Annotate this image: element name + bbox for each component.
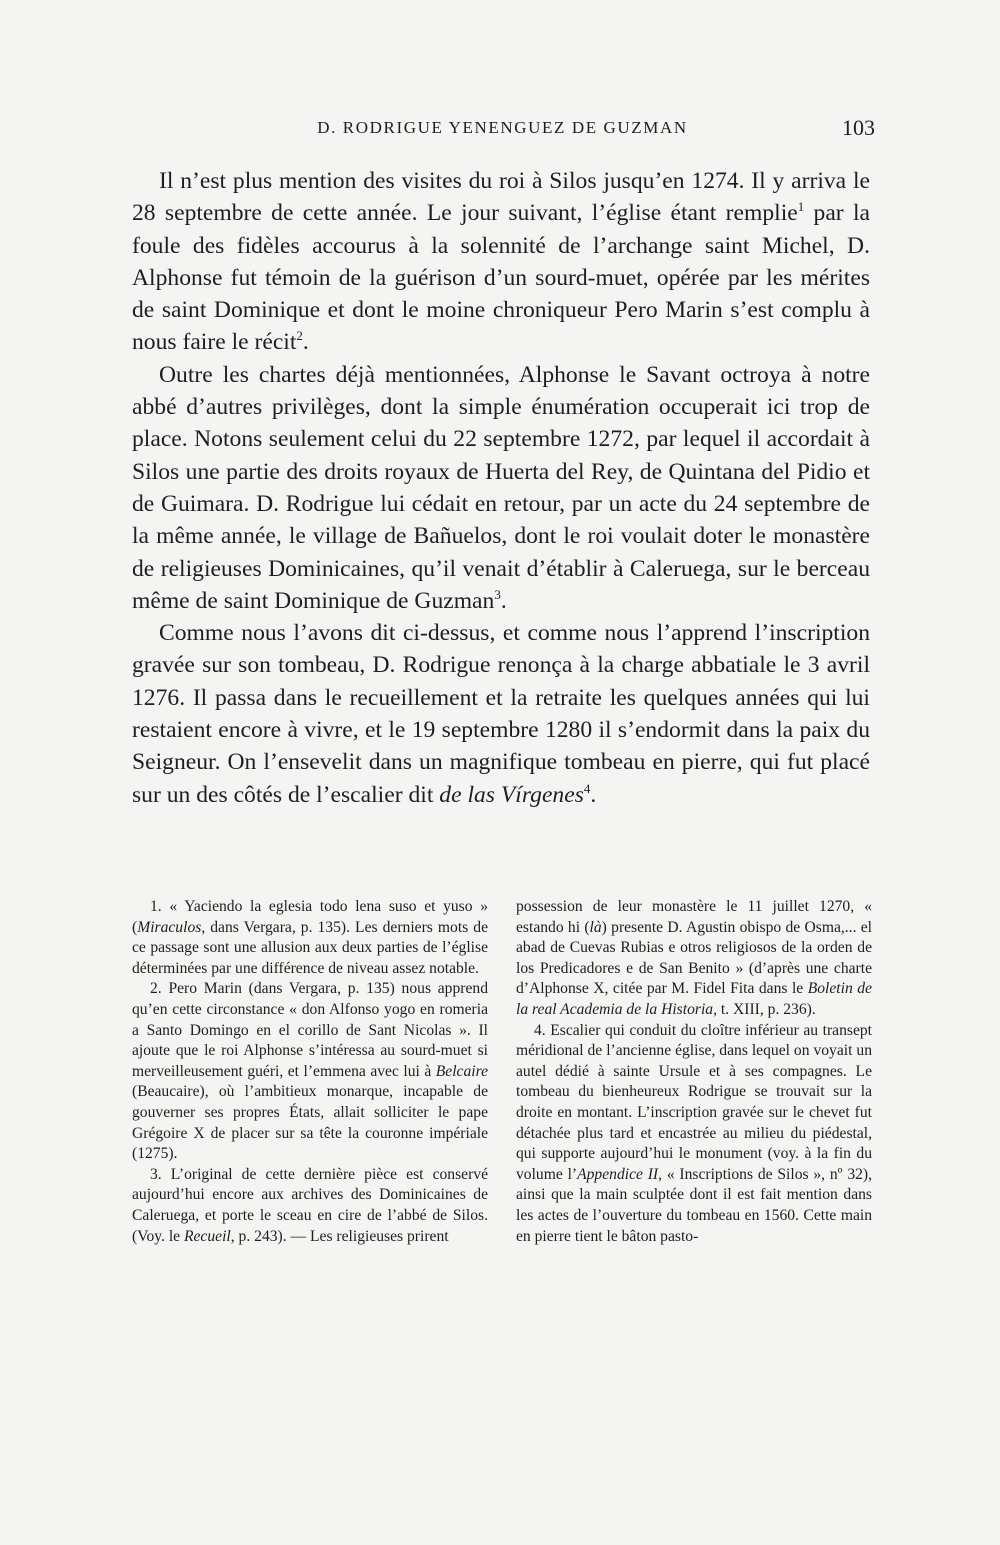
text-run: , p. 243). — Les religieuses prirent bbox=[230, 1227, 449, 1245]
footnote-ref-3: 3 bbox=[494, 586, 501, 602]
footnote-4 bbox=[516, 1021, 872, 1248]
footnote-ref-1: 1 bbox=[797, 199, 805, 215]
text-run: Il n’est plus mention des visites du roi à Silos jusqu’en 1274. Il y arriva le 28 septembre de cette année. Le jour suivant, l’église étant remplie bbox=[132, 168, 870, 227]
paragraph-2 bbox=[132, 359, 870, 617]
text-run: , t. XIII, p. 236). bbox=[713, 1000, 816, 1018]
italic-text: Miraculos bbox=[137, 918, 202, 936]
text-run: , dans Vergara, p. 135). Les derniers mots de ce passage sont une allusion aux deux parties de l’église déterminées par une différence de niveau assez notable. bbox=[132, 918, 488, 977]
italic-text: là bbox=[589, 918, 602, 936]
footnote-3 bbox=[132, 1165, 488, 1247]
footnote-ref-4: 4 bbox=[583, 780, 591, 796]
footnotes-right-column bbox=[516, 897, 872, 1247]
text-run: par la foule des fidèles accourus à la solennité de l’archange saint Michel, D. Alphonse fut témoin de la guérison d’un sourd-muet, opérée par les mérites de saint Dominique et dont le moine chroniqueur Pero Marin s’est complu à nous faire le récit bbox=[132, 200, 870, 356]
italic-text: Belcaire bbox=[435, 1062, 488, 1080]
footnotes-left-column bbox=[132, 897, 488, 1247]
italic-text: Boletin de la real Academia de la Historia bbox=[516, 980, 872, 1018]
text-run: possession de leur monastère le 11 juillet 1270, « estando hi ( bbox=[516, 898, 872, 936]
text-run: ) presente D. Agustin obispo de Osma,... el abad de Cuevas Rubias e otros religiosos de la orden de los Predicadores e de San Benito » (d’après une charte d’Alphonse X, citée par M. Fidel Fita dans le bbox=[516, 918, 872, 998]
text-run: Outre les chartes déjà mentionnées, Alphonse le Savant octroya à notre abbé d’autres privilèges, dont la simple énumération occuperait ici trop de place. Notons seulement celui du 22 septembre 1272, par lequel il accordait à Silos une partie des droits royaux de Huerta del Rey, de Quintana del Pidio et de Guimara. D. Rodrigue lui cédait en retour, par un acte du 24 septembre de la même année, le village de Bañuelos, dont le roi voulait doter le monastère de religieuses Dominicaines, qu’il venait d’établir à Caleruega, sur le berceau même de saint Dominique de Guzman bbox=[132, 361, 870, 614]
text-run: 3. L’original de cette dernière pièce est conservé aujourd’hui encore aux archives des Dominicaines de Caleruega, et porte le sceau en cire de l’abbé de Silos. (Voy. le bbox=[132, 1165, 488, 1245]
footnote-2 bbox=[132, 979, 488, 1164]
footnote-3-continued bbox=[516, 897, 872, 1021]
running-title: D. RODRIGUE YENENGUEZ DE GUZMAN bbox=[317, 118, 688, 137]
footnotes bbox=[132, 897, 872, 1247]
text-run: 1. « Yaciendo la eglesia todo lena suso et yuso » ( bbox=[132, 898, 488, 936]
main-text bbox=[132, 165, 870, 811]
italic-text: de las Vírgenes bbox=[439, 781, 584, 808]
text-run: 2. Pero Marin (dans Vergara, p. 135) nous apprend qu’en cette circonstance « don Alfonso yogo en romeria a Santo Domingo en el corillo de Sant Nicolas ». Il ajoute que le roi Alphonse s’intéressa au sourd-muet si merveilleusement guéri, et l’emmena avec lui à bbox=[132, 980, 488, 1080]
paragraph-1 bbox=[132, 165, 870, 359]
text-run: . bbox=[590, 781, 597, 808]
text-run: . bbox=[302, 329, 309, 356]
text-run: (Beaucaire), où l’ambitieux monarque, incapable de gouverner ses propres États, allait solliciter le pape Grégoire X de placer sur sa tête la couronne impériale (1275). bbox=[132, 1083, 488, 1163]
text-run: 4. Escalier qui conduit du cloître inférieur au transept méridional de l’ancienne église, dans lequel on voyait un autel dédié à sainte Ursule et à ses compagnes. Le tombeau du bienheureux Rodrigue se trouvait sur la droite en montant. L’inscription gravée sur le chevet fut détachée plus tard et encastrée au milieu du piédestal, qui supporte aujourd’hui le monument (voy. à la fin du volume l’ bbox=[516, 1021, 872, 1183]
footnote-ref-2: 2 bbox=[296, 328, 303, 344]
page-number: 103 bbox=[842, 115, 875, 140]
paragraph-3 bbox=[132, 617, 870, 811]
text-run: , « Inscriptions de Silos », nº 32), ainsi que la main sculptée dont il est fait mention dans les actes de l’ouverture du tombeau en 1560. Cette main en pierre tient le bâton pasto- bbox=[516, 1165, 872, 1245]
italic-text: Recueil bbox=[183, 1227, 231, 1245]
page-header bbox=[130, 115, 875, 148]
text-run: . bbox=[500, 587, 507, 614]
footnote-1 bbox=[132, 897, 488, 979]
text-run: Comme nous l’avons dit ci-dessus, et comme nous l’apprend l’inscription gravée sur son tombeau, D. Rodrigue renonça à la charge abbatiale le 3 avril 1276. Il passa dans le recueillement et la retraite les quelques années qui lui restaient encore à vivre, et le 19 septembre 1280 il s’endormit dans la paix du Seigneur. On l’ensevelit dans un magnifique tombeau en pierre, qui fut placé sur un des côtés de l’escalier dit bbox=[132, 620, 870, 808]
italic-text: Appendice II bbox=[577, 1165, 659, 1183]
